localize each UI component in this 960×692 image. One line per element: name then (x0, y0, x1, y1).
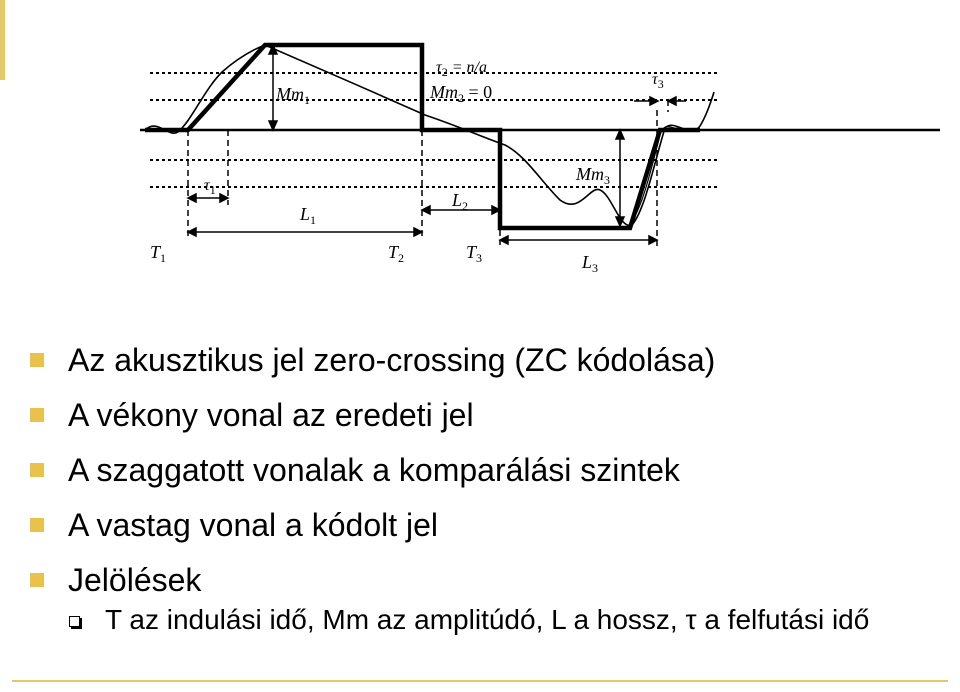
bullet-text: A szaggatott vonalak a komparálási szintek (68, 452, 680, 488)
zc-coding-diagram (0, 0, 960, 300)
bullet-text: Az akusztikus jel zero-crossing (ZC kódolása) (68, 342, 716, 378)
bullet-text: A vastag vonal a kódolt jel (68, 507, 439, 543)
label-mm1: $Mm_1$ (276, 84, 310, 107)
label-l1: $L_1$ (300, 204, 317, 227)
time-markers (188, 50, 668, 250)
label-tau3: $\tau_3$ (652, 71, 664, 91)
hollow-square-bullet-icon (69, 616, 80, 627)
label-t3: $T_3$ (466, 242, 483, 265)
bullet-text: Jelölések (68, 562, 202, 598)
square-bullet-icon (30, 408, 44, 422)
label-l2: $L_2$ (452, 190, 469, 213)
square-bullet-icon (30, 463, 44, 477)
label-t2: $T_2$ (388, 242, 405, 265)
label-tau2: $\tau_2 = n/a$ (436, 59, 487, 79)
frame-accent-bottom (12, 680, 948, 682)
bullet-text: A vékony vonal az eredeti jel (68, 397, 474, 433)
bullet-item (30, 443, 950, 498)
bullet-item (30, 388, 950, 443)
square-bullet-icon (30, 573, 44, 587)
label-l3: $L_3$ (582, 252, 599, 275)
label-mm3: $Mm_3$ (576, 164, 610, 187)
bullet-list (30, 333, 950, 608)
bullet-item (30, 498, 950, 553)
label-tau1: $\tau_1$ (204, 177, 216, 197)
label-t1: $T_1$ (150, 242, 167, 265)
sub-bullet-item (67, 603, 960, 636)
square-bullet-icon (30, 353, 44, 367)
bullet-item (30, 553, 950, 608)
label-mm2: $Mm_2 = 0$ (430, 82, 493, 105)
bullet-item (30, 333, 950, 388)
sub-bullet-text: T az indulási idő, Mm az amplitúdó, L a hossz, τ a felfutási idő (105, 604, 870, 635)
square-bullet-icon (30, 518, 44, 532)
